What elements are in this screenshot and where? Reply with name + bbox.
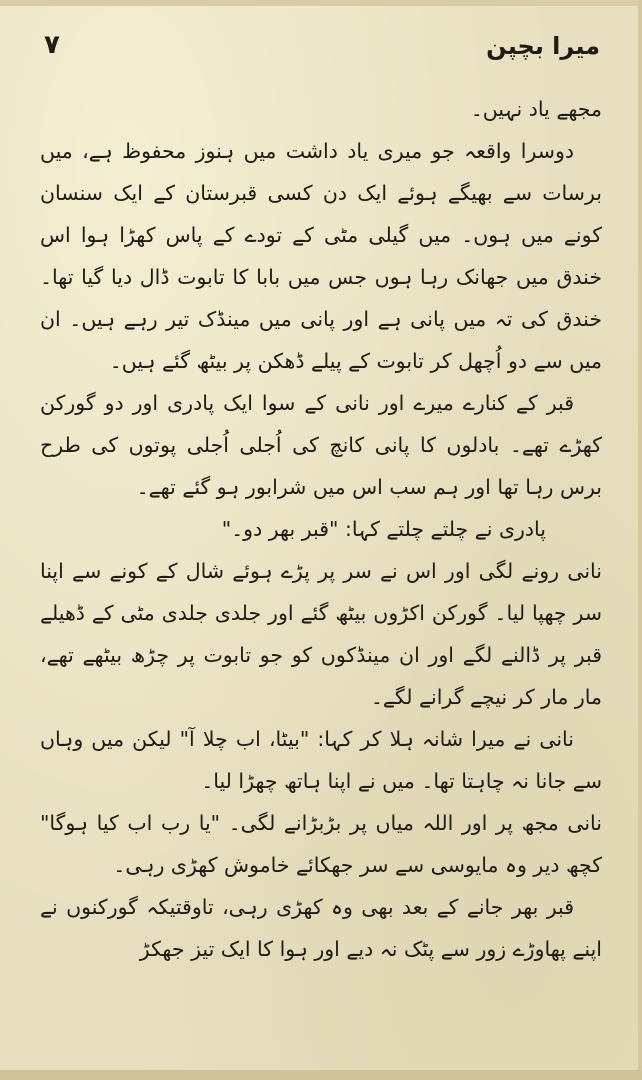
page-edge-top	[0, 0, 642, 6]
page-number: ۷	[44, 30, 60, 60]
paragraph: نانی رونے لگی اور اس نے سر پر پڑے ہوئے شال کے کونے سے اپنا سر چھپا لیا۔ گورکن اکڑوں بیٹھ گئے اور جلدی جلدی مٹی کے ڈھیلے قبر پر ڈالنے لگے اور ان مینڈکوں کو جو تابوت پر چڑھ بیٹھے تھے، مار مار کر نیچے گرانے لگے۔	[40, 559, 602, 709]
paragraph: مجھے یاد نہیں۔	[470, 97, 602, 121]
body-text	[40, 88, 602, 1060]
paragraph: نانی نے میرا شانہ ہلا کر کہا: "بیٹا، اب چلا آ" لیکن میں وہاں سے جانا نہ چاہتا تھا۔ میں نے اپنا ہاتھ چھڑا لیا۔	[40, 727, 602, 793]
page-edge-right	[638, 0, 642, 1080]
running-head-title: میرا بچپن	[486, 32, 600, 60]
page-edge-bottom	[0, 1070, 642, 1080]
paragraph: دوسرا واقعہ جو میری یاد داشت میں ہنوز محفوظ ہے، میں برسات سے بھیگے ہوئے ایک دن کسی قبرستان کے ایک سنسان کونے میں ہوں۔ میں گیلی مٹی کے تودے کے پاس کھڑا ہوا اس خندق میں جھانک رہا ہوں جس میں بابا کا تابوت ڈال دیا گیا تھا۔ خندق کی تہ میں پانی ہے اور پانی میں مینڈک تیر رہے ہیں۔ ان میں سے دو اُچھل کر تابوت کے پیلے ڈھکن پر بیٹھ گئے ہیں۔	[40, 139, 602, 373]
paragraph: قبر بھر جانے کے بعد بھی وہ کھڑی رہی، تاوقتیکہ گورکنوں نے اپنے پھاوڑے زور سے پٹک نہ دیے اور ہوا کا ایک تیز جھکڑ	[40, 895, 602, 961]
paragraph: قبر کے کنارے میرے اور نانی کے سوا ایک پادری اور دو گورکن کھڑے تھے۔ بادلوں کا پانی کانچ کی اُجلی اُجلی پوتوں کی طرح برس رہا تھا اور ہم سب اس میں شرابور ہو گئے تھے۔	[40, 391, 602, 499]
paragraph: پادری نے چلتے چلتے کہا: "قبر بھر دو۔"	[221, 517, 546, 541]
paragraph: نانی مجھ پر اور اللہ میاں پر بڑبڑانے لگی۔ "یا رب اب کیا ہوگا" کچھ دیر وہ مایوسی سے سر جھکائے خاموش کھڑی رہی۔	[40, 811, 602, 877]
